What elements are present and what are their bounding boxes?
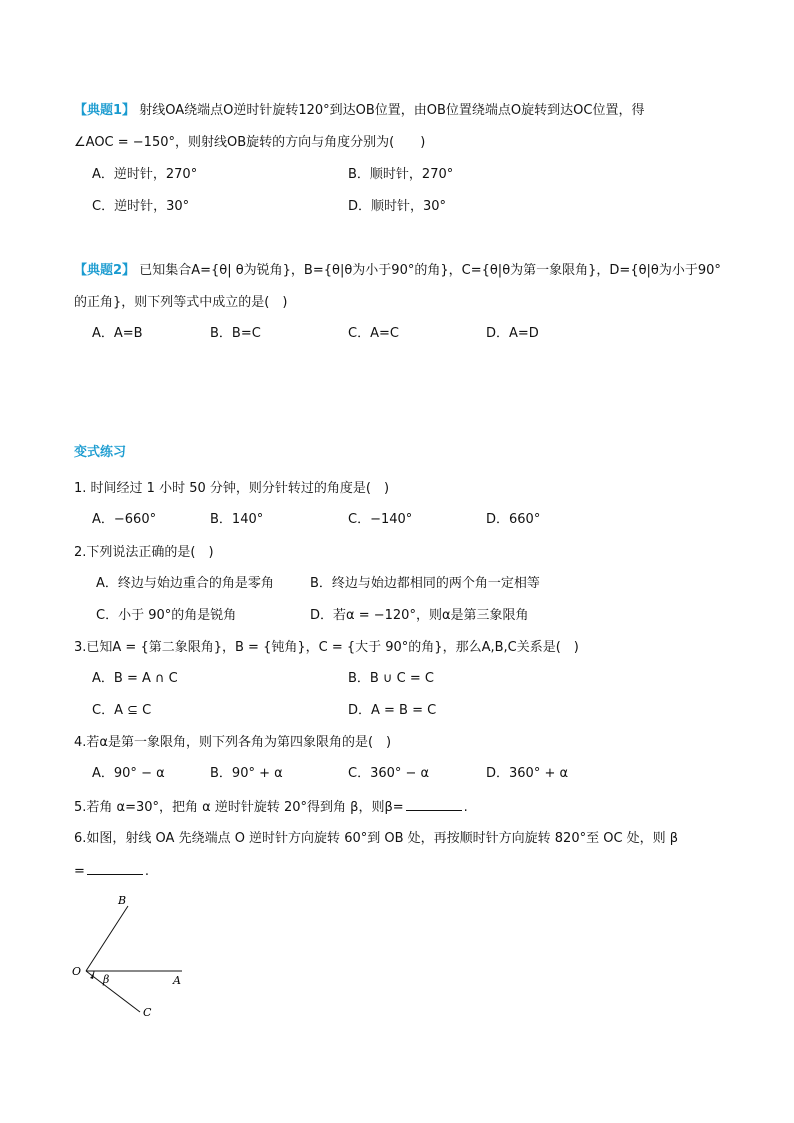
example-1-option-b: B．顺时针，270° <box>348 167 454 182</box>
question-3: 3.已知A = {第二象限角}，B = {钝角}，C = {大于 90°的角}，那么A,B,C关系是( ) <box>74 640 579 655</box>
example-1-text-1: 射线OA绕端点O逆时针旋转120°到达OB位置，由OB位置绕端点O旋转到达OC位置，得 <box>139 103 645 118</box>
q6-answer-blank[interactable] <box>87 862 143 875</box>
q5-text-before: 5.若角 α=30°，把角 α 逆时针旋转 20°得到角 β，则β= <box>74 800 404 815</box>
q3-option-c: C．A ⊆ C <box>92 703 152 718</box>
label-o: O <box>72 965 82 978</box>
example-1-line-1 <box>74 102 644 120</box>
ray-ob <box>86 906 128 971</box>
example-1-tag: 【典题1】 <box>74 103 136 118</box>
question-6-line-1: 6.如图，射线 OA 先绕端点 O 逆时针方向旋转 60°到 OB 处，再按顺时针方向旋转 820°至 OC 处，则 β <box>74 831 679 846</box>
q2-option-c: C．小于 90°的角是锐角 <box>96 608 237 623</box>
q4-option-c: C．360° − α <box>348 766 430 781</box>
question-1: 1. 时间经过 1 小时 50 分钟，则分针转过的角度是( ) <box>74 481 390 496</box>
q3-option-d: D．A = B = C <box>348 703 437 718</box>
q1-option-a: A．−660° <box>92 512 157 527</box>
q5-text-after: . <box>463 800 468 815</box>
q2-option-b: B．终边与始边都相同的两个角一定相等 <box>310 576 540 591</box>
q6-text-before: = <box>74 864 85 879</box>
example-2-option-a: A．A=B <box>92 326 143 341</box>
label-beta: β <box>103 973 110 986</box>
label-a: A <box>173 974 181 987</box>
rays-figure <box>66 894 196 1024</box>
example-2-line-1 <box>74 262 721 280</box>
example-2-line-2: 的正角}，则下列等式中成立的是( ) <box>74 295 288 310</box>
q2-option-a: A．终边与始边重合的角是零角 <box>96 576 274 591</box>
q1-option-d: D．660° <box>486 512 541 527</box>
ray-oc <box>86 971 140 1012</box>
example-2-tag: 【典题2】 <box>74 263 136 278</box>
label-c: C <box>143 1006 152 1019</box>
question-6-line-2 <box>74 862 149 881</box>
example-2-option-c: C．A=C <box>348 326 399 341</box>
q4-option-b: B．90° + α <box>210 766 283 781</box>
example-1-option-c: C．逆时针，30° <box>92 199 190 214</box>
q4-option-d: D．360° + α <box>486 766 569 781</box>
q2-option-d: D．若α = −120°，则α是第三象限角 <box>310 608 529 623</box>
question-5 <box>74 798 468 817</box>
practice-heading: 变式练习 <box>74 445 127 460</box>
example-2-text-1: 已知集合A={θ| θ为锐角}，B={θ|θ为小于90°的角}，C={θ|θ为第一象限角}，D={θ|θ为小于90° <box>139 263 721 278</box>
question-2: 2.下列说法正确的是( ) <box>74 545 214 560</box>
q4-option-a: A．90° − α <box>92 766 165 781</box>
example-1-option-a: A．逆时针，270° <box>92 167 198 182</box>
label-b: B <box>118 894 127 907</box>
q6-text-after: . <box>144 864 150 879</box>
q3-option-b: B．B ∪ C = C <box>348 671 434 686</box>
q3-option-a: A．B = A ∩ C <box>92 671 178 686</box>
example-2-option-d: D．A=D <box>486 326 539 341</box>
example-2-option-b: B．B=C <box>210 326 261 341</box>
q5-answer-blank[interactable] <box>406 798 462 811</box>
example-1-line-2: ∠AOC = −150°，则射线OB旋转的方向与角度分别为( ) <box>74 135 426 150</box>
example-1-option-d: D．顺时针，30° <box>348 199 447 214</box>
question-4: 4.若α是第一象限角，则下列各角为第四象限角的是( ) <box>74 735 392 750</box>
q1-option-b: B．140° <box>210 512 264 527</box>
q1-option-c: C．−140° <box>348 512 413 527</box>
